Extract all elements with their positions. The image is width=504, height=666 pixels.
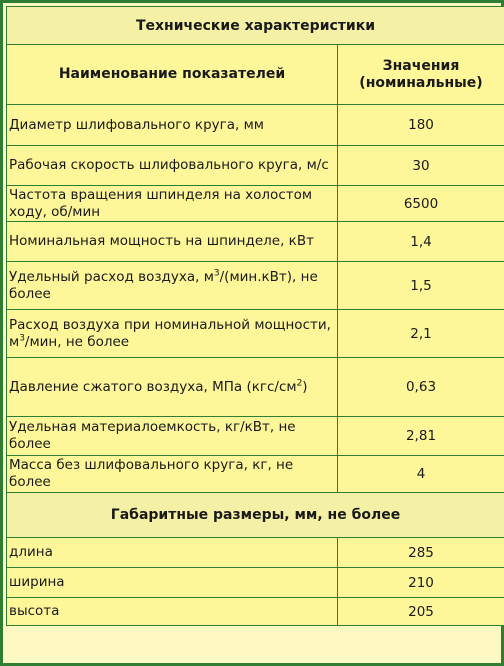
parameter-name: Частота вращения шпинделя на холостом ходу, об/мин [7,186,338,222]
table-row [7,222,504,262]
parameter-value: 4 [338,456,504,493]
dimension-name: длина [7,538,338,568]
dimension-name: высота [7,598,338,626]
parameter-value: 2,1 [338,310,504,358]
parameter-value: 1,4 [338,222,504,262]
parameter-value: 6500 [338,186,504,222]
spec-table [6,6,504,626]
table-row [7,105,504,146]
superscript: 2 [296,378,303,388]
table-row [7,568,504,598]
parameter-value: 30 [338,146,504,186]
table-row [7,262,504,310]
dimensions-heading: Габаритные размеры, мм, не более [7,493,504,538]
parameter-name-text: Удельный расход воздуха, м [9,268,214,285]
parameter-name-text: /(мин.кВт), не более [9,268,318,302]
parameter-value: 2,81 [338,417,504,456]
dimension-name: ширина [7,568,338,598]
table-row [7,310,504,358]
column-header-value: Значения (номинальные) [338,45,504,105]
table-title-row [7,7,504,45]
parameter-name: Рабочая скорость шлифовального круга, м/с [7,146,338,186]
table-row [7,146,504,186]
superscript: 3 [213,268,220,278]
parameter-name: Номинальная мощность на шпинделе, кВт [7,222,338,262]
parameter-name-text: Давление сжатого воздуха, МПа (кгс/см [9,378,297,395]
dimensions-heading-row [7,493,504,538]
parameter-name [7,310,338,358]
table-title: Технические характеристики [7,7,504,45]
table-row [7,186,504,222]
parameter-name [7,262,338,310]
parameter-value: 1,5 [338,262,504,310]
table-row [7,456,504,493]
table-row [7,598,504,626]
parameter-name-text: /мин, не более [24,333,130,350]
table-row [7,417,504,456]
parameter-value: 0,63 [338,358,504,417]
column-header-name: Наименование показателей [7,45,338,105]
parameter-value: 180 [338,105,504,146]
parameter-name: Диаметр шлифовального круга, мм [7,105,338,146]
dimension-value: 285 [338,538,504,568]
parameter-name-text: Расход воздуха при номинальной мощности, м [9,316,331,350]
parameter-name: Удельная материалоемкость, кг/кВт, не более [7,417,338,456]
superscript: 3 [19,333,25,343]
parameter-name [7,358,338,417]
dimension-value: 210 [338,568,504,598]
parameter-name-text: ) [302,378,308,395]
table-row [7,538,504,568]
parameter-name: Масса без шлифовального круга, кг, не более [7,456,338,493]
table-row [7,358,504,417]
dimension-value: 205 [338,598,504,626]
column-header-row [7,45,504,105]
